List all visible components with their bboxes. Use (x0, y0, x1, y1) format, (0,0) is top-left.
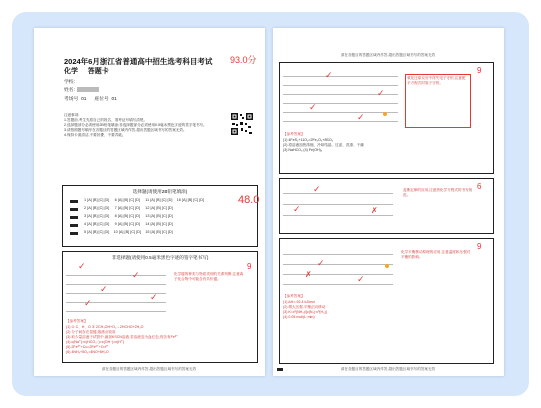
exam-subject (64, 66, 109, 76)
writing-line (283, 254, 393, 255)
timing-mark (70, 208, 78, 211)
mcq-item[interactable]: 6 [A] [B] [C] [D] (114, 198, 140, 202)
school-field (64, 78, 75, 85)
mcq-item[interactable]: 5 [A] [B] [C] [D] (84, 230, 110, 234)
cross-mark-icon: ✗ (371, 206, 378, 215)
timing-mark (70, 216, 78, 219)
reference-answer-label: 【参考答案】 (283, 132, 305, 136)
checkmark-icon: ✓ (325, 70, 333, 80)
subject-label: 化学 (64, 68, 78, 75)
writing-line (283, 215, 393, 216)
mcq-item[interactable]: 13 [A] [B] [C] [D] (145, 214, 173, 218)
exam-title: 2024年6月浙江省普通高中招生选考科目考试 (64, 57, 213, 66)
writing-line (283, 284, 393, 285)
qr-code-icon (230, 112, 254, 136)
room-value: 01 (81, 97, 87, 102)
question-score: 6 (477, 182, 482, 191)
answer-sheet-page-2 (273, 28, 504, 376)
sheet-footer: 请在各题目的答题区域内作答,超出答题区域书写的答案无效 (340, 367, 436, 371)
teacher-comment: 氧化还原反应中得失电子守恒,注意配平方程式时原子守恒。 (407, 76, 466, 85)
writing-line (283, 193, 393, 194)
mcq-item[interactable]: 16 [A] [B] [C] [D] (176, 198, 205, 202)
checkmark-icon: ✓ (293, 204, 301, 214)
checkmark-icon: ✓ (132, 270, 140, 280)
sheet-footer: 请在各题目的答题区域内作答,超出答题区域书写的答案无效 (101, 367, 197, 371)
mcq-item[interactable]: 4 [A] [B] [C] [D] (84, 222, 110, 226)
annotation-dot (385, 264, 389, 268)
non-mcq-header: 非选择题(请使用0.5毫米黑色字迹的签字笔书写) (111, 255, 209, 260)
mcq-item[interactable]: 2 [A] [B] [C] [D] (84, 206, 110, 210)
name-field (64, 86, 99, 93)
note-line: 4.保持卡面清洁,不要折叠、不要弄破。 (64, 133, 126, 137)
writing-line (283, 264, 393, 265)
answer-line: (3) 取少量溶液于试管中,滴加KSCN溶液,若溶液变为血红色,则含有Fe³⁺ (66, 335, 178, 339)
writing-line (283, 112, 398, 113)
question-score: 9 (477, 66, 482, 75)
teacher-comment: 化学平衡移动原理的应用,注意温度和压强对平衡的影响。 (401, 250, 471, 259)
checkmark-icon: ✓ (357, 274, 365, 284)
teacher-comment: 盖斯定律的应用,注意热化学方程式的书写规范。 (403, 188, 473, 197)
reference-answers-bottom (283, 300, 488, 320)
corner-mark (277, 368, 283, 371)
writing-line (283, 274, 393, 275)
mcq-item[interactable]: 7 [A] [B] [C] [D] (114, 206, 140, 210)
checkmark-icon: ✓ (357, 112, 365, 122)
mcq-row-4 (84, 222, 173, 226)
school-label: 学校: (64, 80, 75, 85)
writing-line (66, 311, 166, 312)
answer-line: (4) 0.05 mol/(L·min) (283, 315, 315, 319)
writing-line (66, 284, 166, 285)
answer-line: (6) 4NH₃+5O₂=4NO+6H₂O (66, 350, 109, 354)
answer-line: (4) c(Na⁺)>c(HCO₃⁻)>c(OH⁻)>c(H⁺) (66, 340, 125, 344)
checkmark-icon: ✓ (313, 184, 321, 194)
checkmark-icon: ✓ (84, 298, 92, 308)
note-line: 注意事项: (64, 113, 80, 117)
mcq-row-3 (84, 214, 173, 218)
timing-mark (70, 200, 78, 203)
answer-line: (1) ① C、H、O ② 2CH₃OH+O₂→2HCHO+2H₂O (66, 325, 144, 329)
writing-line (66, 275, 166, 276)
note-line: 2.选择题部分必须使用2B铅笔填涂;非选择题部分必须使用0.5毫米黑色字迹的签字笔书写。 (64, 123, 207, 127)
answer-line: (1) ΔH=-92.4 kJ/mol (283, 300, 315, 304)
mcq-item[interactable]: 11 [A] [B] [C] [D] (145, 198, 173, 202)
answer-line: (3) K=c²(NH₃)/[c(N₂)·c³(H₂)] (283, 310, 327, 314)
writing-line (283, 103, 398, 104)
question-score: 9 (477, 242, 482, 251)
mcq-row-5 (84, 230, 173, 234)
timing-mark (70, 232, 78, 235)
mcq-item[interactable]: 15 [A] [B] [C] [D] (145, 230, 173, 234)
reference-answer-label: 【参考答案】 (283, 294, 305, 298)
mcq-item[interactable]: 12 [A] [B] [C] [D] (145, 206, 173, 210)
teacher-comment: 化学键的种类与物质类别的关系判断,注意离子化合物中可能含有共价键。 (174, 272, 244, 281)
checkmark-icon: ✓ (78, 261, 86, 271)
total-score: 93.0分 (230, 55, 257, 65)
answer-line: (5) 2Fe³⁺+Cu=2Fe²⁺+Cu²⁺ (66, 345, 109, 349)
checkmark-icon: ✓ (317, 258, 325, 268)
writing-line (283, 76, 398, 77)
answer-line: (1) 4FeS₂+11O₂=2Fe₂O₃+8SO₂ (283, 138, 334, 142)
reference-answers-top (283, 138, 488, 153)
answer-line: (3) NaHCO₃ (4) Fe(OH)₃ (283, 148, 323, 152)
checkmark-icon: ✓ (150, 292, 158, 302)
seat-value: 01 (111, 97, 117, 102)
mcq-item[interactable]: 14 [A] [B] [C] [D] (145, 222, 173, 226)
question-box-middle (279, 178, 494, 234)
mcq-score: 48.0 (238, 194, 260, 206)
writing-line (283, 121, 398, 122)
checkmark-icon: ✓ (309, 102, 317, 112)
note-line: 1.答题前,考生先将自己的姓名、准考证号填写清楚。 (64, 118, 148, 122)
card-label: 答题卡 (87, 68, 109, 75)
mcq-item[interactable]: 1 [A] [B] [C] [D] (84, 198, 110, 202)
question-score: 9 (247, 262, 252, 271)
answer-line: (2) 增大压强,平衡正向移动 (283, 305, 326, 309)
checkmark-icon: ✓ (100, 284, 108, 294)
exam-notes (64, 113, 214, 138)
reference-answers (66, 325, 256, 355)
answer-line: (2) 将溶液加热浓缩、冷却结晶、过滤、洗涤、干燥 (283, 143, 364, 147)
annotation-dot (383, 112, 387, 116)
name-label: 姓名: (64, 88, 75, 93)
writing-line (283, 85, 398, 86)
note-line: 3.请按照题号顺序在各题目的答题区域内作答,超出答题区域书写的答案无效。 (64, 128, 187, 132)
redacted-name (77, 87, 99, 92)
mcq-header: 选择题(请使用2B铅笔填涂) (132, 189, 188, 194)
answer-line: (2) 分子间存在氢键,熔沸点较高 (66, 330, 116, 334)
timing-mark (70, 224, 78, 227)
mcq-item[interactable]: 10 [A] [B] [C] [D] (113, 230, 141, 234)
seat-label: 座位号 (94, 97, 109, 102)
sheet-header: 请在各题目的答题区域内作答,超出答题区域书写的答案无效 (340, 53, 436, 57)
cross-mark-icon: ✗ (305, 270, 312, 279)
answer-sheet-page-1 (34, 28, 265, 376)
mcq-row-2 (84, 206, 173, 210)
room-seat-field (64, 95, 117, 102)
checkmark-icon: ✓ (377, 88, 385, 98)
reference-answer-label: 【参考答案】 (66, 319, 88, 323)
mcq-row-1 (84, 198, 204, 202)
mcq-item[interactable]: 3 [A] [B] [C] [D] (84, 214, 110, 218)
mcq-item[interactable]: 8 [A] [B] [C] [D] (114, 214, 140, 218)
mcq-item[interactable]: 9 [A] [B] [C] [D] (114, 222, 140, 226)
room-label: 考场号 (64, 97, 79, 102)
